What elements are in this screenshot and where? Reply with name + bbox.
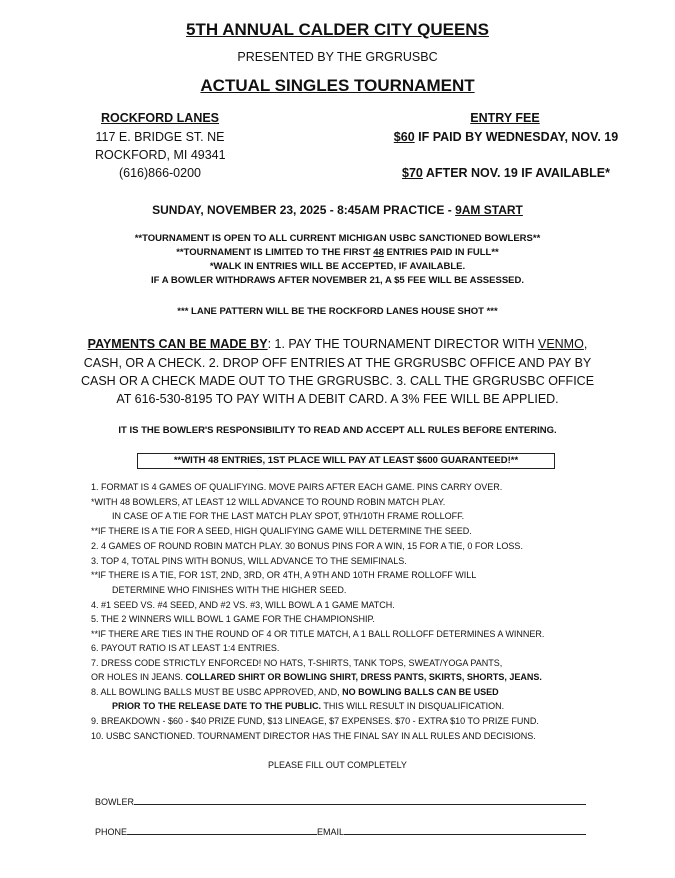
- rule-7-required: COLLARED SHIRT OR BOWLING SHIRT, DRESS PANTS, SKIRTS, SHORTS, JEANS.: [185, 672, 542, 682]
- rule-8-dq: THIS WILL RESULT IN DISQUALIFICATION.: [321, 701, 505, 711]
- rule-3-tie-cont: DETERMINE WHO FINISHES WITH THE HIGHER SEED.: [112, 585, 347, 595]
- rule-3: 3. TOP 4, TOTAL PINS WITH BONUS, WILL ADVANCE TO THE SEMIFINALS.: [91, 556, 407, 566]
- rule-8-no-balls: NO BOWLING BALLS CAN BE USED: [342, 687, 499, 697]
- payments-line-1: [0, 337, 675, 351]
- rule-9: 9. BREAKDOWN - $60 - $40 PRIZE FUND, $13 LINEAGE, $7 EXPENSES. $70 - EXTRA $10 TO PRIZE FUND.: [91, 716, 539, 726]
- payments-line-2: CASH, OR A CHECK. 2. DROP OFF ENTRIES AT THE GRGRUSBC OFFICE AND PAY BY: [83, 356, 592, 370]
- rule-7-attire: [91, 671, 542, 683]
- rule-1-tie: IN CASE OF A TIE FOR THE LAST MATCH PLAY SPOT, 9TH/10TH FRAME ROLLOFF.: [112, 511, 465, 521]
- rule-8-release-date: PRIOR TO THE RELEASE DATE TO THE PUBLIC.: [112, 701, 322, 711]
- email-label: EMAIL: [317, 827, 345, 837]
- late-fee-text: AFTER NOV. 19 IF AVAILABLE*: [422, 166, 610, 180]
- rule-5-tie: **IF THERE ARE TIES IN THE ROUND OF 4 OR TITLE MATCH, A 1 BALL ROLLOFF DETERMINES A WINNER.: [91, 629, 545, 639]
- rule-2: 2. 4 GAMES OF ROUND ROBIN MATCH PLAY. 30 BONUS PINS FOR A WIN, 15 FOR A TIE, 0 FOR LOSS.: [91, 541, 523, 551]
- rule-8-approved: 8. ALL BOWLING BALLS MUST BE USBC APPROVED, AND,: [91, 687, 343, 697]
- schedule-start: 9AM START: [455, 203, 523, 217]
- rule-3-tie: **IF THERE IS A TIE, FOR 1ST, 2ND, 3RD, OR 4TH, A 9TH AND 10TH FRAME ROLLOFF WILL: [91, 570, 477, 580]
- phone-line[interactable]: [127, 826, 317, 835]
- early-fee-amount: $60: [393, 130, 415, 144]
- rule-8: [91, 686, 499, 698]
- rule-1: 1. FORMAT IS 4 GAMES OF QUALIFYING. MOVE PAIRS AFTER EACH GAME. PINS CARRY OVER.: [91, 482, 503, 492]
- phone-label: PHONE: [95, 827, 128, 837]
- entry-fee-early: [360, 130, 652, 144]
- notice-lane-pattern: *** LANE PATTERN WILL BE THE ROCKFORD LANES HOUSE SHOT ***: [177, 306, 498, 317]
- rule-5: 5. THE 2 WINNERS WILL BOWL 1 GAME FOR THE CHAMPIONSHIP.: [91, 614, 375, 624]
- notice-limit-number: 48: [373, 247, 384, 258]
- bowler-label: BOWLER: [95, 797, 135, 807]
- early-fee-text: IF PAID BY WEDNESDAY, NOV. 19: [414, 130, 619, 144]
- payments-line-3: CASH OR A CHECK MADE OUT TO THE GRGRUSBC. 3. CALL THE GRGRUSBC OFFICE: [80, 374, 595, 388]
- rule-7-holes: OR HOLES IN JEANS.: [91, 672, 186, 682]
- notice-limit-pre: **TOURNAMENT IS LIMITED TO THE FIRST: [176, 247, 374, 258]
- rule-7: 7. DRESS CODE STRICTLY ENFORCED! NO HATS, T-SHIRTS, TANK TOPS, SWEAT/YOGA PANTS,: [91, 658, 503, 668]
- rule-1-seed: **IF THERE IS A TIE FOR A SEED, HIGH QUALIFYING GAME WILL DETERMINE THE SEED.: [91, 526, 472, 536]
- rule-8-release: [112, 700, 504, 712]
- notice-walk-in: *WALK IN ENTRIES WILL BE ACCEPTED, IF AVAILABLE.: [209, 261, 466, 272]
- payments-venmo: VENMO: [537, 337, 584, 351]
- rule-1-advance: *WITH 48 BOWLERS, AT LEAST 12 WILL ADVANCE TO ROUND ROBIN MATCH PLAY.: [91, 497, 446, 507]
- notice-limit: [0, 247, 675, 258]
- payments-line-4: AT 616-530-8195 TO PAY WITH A DEBIT CARD. A 3% FEE WILL BE APPLIED.: [116, 392, 559, 406]
- payments-comma: ,: [583, 337, 588, 351]
- tournament-subtitle: ACTUAL SINGLES TOURNAMENT: [200, 76, 475, 95]
- email-line[interactable]: [344, 826, 586, 835]
- page-title: 5TH ANNUAL CALDER CITY QUEENS: [186, 20, 489, 39]
- venue-address: 117 E. BRIDGE ST. NE: [95, 130, 225, 144]
- contact-fields: [95, 826, 586, 837]
- responsibility-note: IT IS THE BOWLER'S RESPONSIBILITY TO READ AND ACCEPT ALL RULES BEFORE ENTERING.: [118, 425, 557, 436]
- entry-fee-heading: ENTRY FEE: [470, 111, 540, 125]
- schedule-line: [0, 203, 675, 217]
- payments-option-1: : 1. PAY THE TOURNAMENT DIRECTOR WITH: [267, 337, 538, 351]
- notice-open: **TOURNAMENT IS OPEN TO ALL CURRENT MICHIGAN USBC SANCTIONED BOWLERS**: [134, 233, 541, 244]
- payments-label: PAYMENTS CAN BE MADE BY: [87, 337, 268, 351]
- bowler-field[interactable]: [95, 796, 586, 807]
- schedule-date: SUNDAY, NOVEMBER 23, 2025 - 8:45AM PRACTICE -: [152, 203, 456, 217]
- rule-10: 10. USBC SANCTIONED. TOURNAMENT DIRECTOR HAS THE FINAL SAY IN ALL RULES AND DECISIONS.: [91, 731, 536, 741]
- rule-4: 4. #1 SEED VS. #4 SEED, AND #2 VS. #3, WILL BOWL A 1 GAME MATCH.: [91, 600, 395, 610]
- notice-limit-post: ENTRIES PAID IN FULL**: [383, 247, 499, 258]
- venue-name: ROCKFORD LANES: [100, 111, 220, 125]
- bowler-line[interactable]: [134, 796, 586, 805]
- guarantee-banner: **WITH 48 ENTRIES, 1ST PLACE WILL PAY AT LEAST $600 GUARANTEED!**: [137, 453, 555, 469]
- form-instruction: PLEASE FILL OUT COMPLETELY: [268, 760, 407, 770]
- venue-phone: (616)866-0200: [118, 166, 201, 180]
- venue-city: ROCKFORD, MI 49341: [95, 148, 226, 162]
- late-fee-amount: $70: [402, 166, 423, 180]
- presented-by: PRESENTED BY THE GRGRUSBC: [237, 50, 438, 64]
- notice-withdraw: IF A BOWLER WITHDRAWS AFTER NOVEMBER 21, A $5 FEE WILL BE ASSESSED.: [151, 275, 524, 286]
- entry-fee-late: [360, 166, 652, 180]
- rule-6: 6. PAYOUT RATIO IS AT LEAST 1:4 ENTRIES.: [91, 643, 280, 653]
